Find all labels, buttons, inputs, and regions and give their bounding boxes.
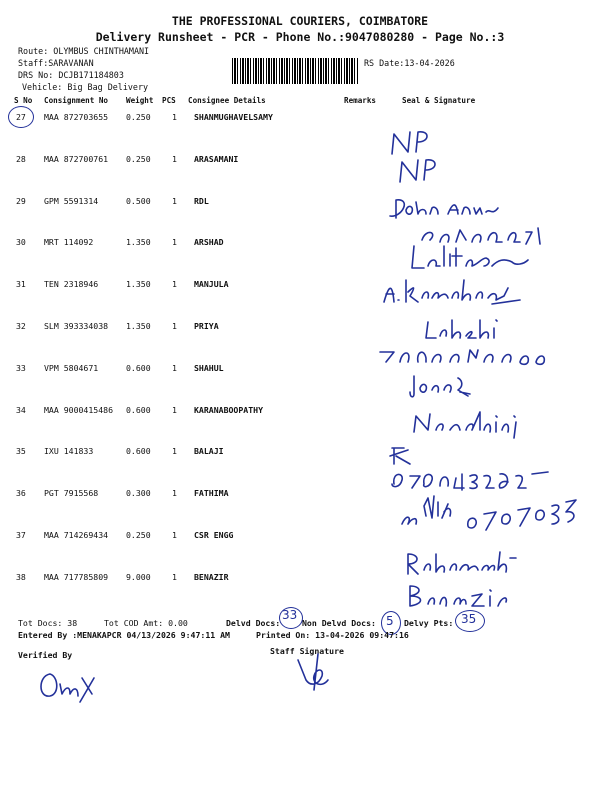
- signature-row-30: [408, 244, 538, 278]
- row-consignee: MANJULA: [194, 279, 229, 289]
- row-consignment-no: SLM 393334038: [44, 321, 109, 331]
- row-consignment-no: GPM 5591314: [44, 196, 99, 206]
- vehicle-label: Vehicle: Big Bag Delivery: [22, 82, 149, 92]
- row-consignment-no: PGT 7915568: [44, 488, 99, 498]
- row-consignment-no: TEN 2318946: [44, 279, 99, 289]
- row-sno: 29: [16, 196, 26, 206]
- row-consignee: SHAHUL: [194, 363, 224, 373]
- signature-row-31: [380, 274, 530, 308]
- row-weight: 0.600: [126, 405, 151, 415]
- row-weight: 1.350: [126, 321, 151, 331]
- document-subtitle: Delivery Runsheet - PCR - Phone No.:9047080280 - Page No.:3: [95, 30, 505, 44]
- col-consignee: Consignee Details: [188, 96, 266, 105]
- row-consignee: BENAZIR: [194, 572, 229, 582]
- row-pcs: 1: [172, 572, 177, 582]
- row-weight: 0.600: [126, 446, 151, 456]
- entered-by: Entered By :MENAKAPCR 04/13/2026 9:47:11 AM: [18, 630, 230, 640]
- row-consignee: RDL: [194, 196, 209, 206]
- row-consignee: FATHIMA: [194, 488, 229, 498]
- row-consignment-no: IXU 141833: [44, 446, 94, 456]
- row-consignment-no: MAA 872700761: [44, 154, 109, 164]
- rs-date: RS Date:13-04-2026: [364, 58, 455, 68]
- row-pcs: 1: [172, 279, 177, 289]
- row-weight: 0.600: [126, 363, 151, 373]
- delivery-points-count: 35: [461, 612, 477, 626]
- signature-row-33: [408, 372, 498, 402]
- non-delivered-docs-label: Non Delvd Docs:: [302, 618, 376, 628]
- row-sno: 31: [16, 279, 26, 289]
- row-consignee: CSR ENGG: [194, 530, 234, 540]
- staff-signature-mark: [292, 650, 342, 694]
- delivered-docs-label: Delvd Docs:: [226, 618, 281, 628]
- route-label: Route: OLYMBUS CHINTHAMANI: [18, 46, 150, 56]
- row-consignee: KARANABOOPATHY: [194, 405, 264, 415]
- total-docs: Tot Docs: 38: [18, 618, 78, 628]
- row-consignee: SHANMUGHAVELSAMY: [194, 112, 273, 122]
- signature-row-32: [372, 318, 572, 364]
- verified-by-label: Verified By: [18, 650, 73, 660]
- row-pcs: 1: [172, 405, 177, 415]
- row-pcs: 1: [172, 488, 177, 498]
- col-seal-signature: Seal & Signature: [402, 96, 476, 105]
- row-consignee: BALAJI: [194, 446, 224, 456]
- total-cod-amount: Tot COD Amt: 0.00: [104, 618, 188, 628]
- signature-row-37: [402, 548, 522, 580]
- row-weight: 0.250: [126, 112, 151, 122]
- col-remarks: Remarks: [344, 96, 377, 105]
- row-consignment-no: MRT 114092: [44, 237, 94, 247]
- row-pcs: 1: [172, 530, 177, 540]
- col-consignment: Consignment No: [44, 96, 109, 105]
- staff-label: Staff:SARAVANAN: [18, 58, 94, 68]
- row-consignment-no: VPM 5804671: [44, 363, 99, 373]
- row-weight: 0.500: [126, 196, 151, 206]
- printed-on: Printed On: 13-04-2026 09:47:16: [256, 630, 409, 640]
- row-sno: 33: [16, 363, 26, 373]
- row-pcs: 1: [172, 363, 177, 373]
- row-weight: 0.250: [126, 154, 151, 164]
- row-pcs: 1: [172, 237, 177, 247]
- row-weight: 0.300: [126, 488, 151, 498]
- row-consignee: PRIYA: [194, 321, 219, 331]
- row-pcs: 1: [172, 154, 177, 164]
- row-sno: 27: [16, 112, 26, 122]
- row-weight: 1.350: [126, 279, 151, 289]
- row-weight: 9.000: [126, 572, 151, 582]
- row-pcs: 1: [172, 112, 177, 122]
- row-consignment-no: MAA 714269434: [44, 530, 109, 540]
- drs-number: DRS No: DCJB171184803: [18, 70, 124, 80]
- row-sno: 36: [16, 488, 26, 498]
- row-sno: 32: [16, 321, 26, 331]
- row-consignee: ARASAMANI: [194, 154, 239, 164]
- row-sno: 30: [16, 237, 26, 247]
- row-pcs: 1: [172, 446, 177, 456]
- row-sno: 38: [16, 572, 26, 582]
- col-weight: Weight: [126, 96, 154, 105]
- col-pcs: PCS: [162, 96, 176, 105]
- row-weight: 1.350: [126, 237, 151, 247]
- row-sno: 28: [16, 154, 26, 164]
- document-title: THE PROFESSIONAL COURIERS, COIMBATORE: [171, 14, 429, 28]
- row-consignment-no: MAA 717785809: [44, 572, 109, 582]
- row-weight: 0.250: [126, 530, 151, 540]
- row-consignee: ARSHAD: [194, 237, 224, 247]
- signature-row-29: [382, 196, 562, 246]
- row-pcs: 1: [172, 321, 177, 331]
- row-consignment-no: MAA 9000415486: [44, 405, 114, 415]
- row-consignment-no: MAA 872703655: [44, 112, 109, 122]
- col-sno: S No: [14, 96, 33, 105]
- staff-signature-label: Staff Signature: [270, 646, 344, 656]
- row-sno: 35: [16, 446, 26, 456]
- non-delivered-count: 5: [386, 614, 394, 628]
- verifier-signature: [36, 664, 106, 704]
- row-sno: 37: [16, 530, 26, 540]
- row-pcs: 1: [172, 196, 177, 206]
- signature-row-38: [406, 582, 536, 612]
- row-sno: 34: [16, 405, 26, 415]
- signature-row-34: [410, 408, 530, 442]
- delivery-points-label: Delvy Pts:: [404, 618, 454, 628]
- serial-circle-mark: [8, 106, 34, 128]
- barcode: [232, 58, 358, 84]
- delivered-count: 33: [282, 608, 298, 622]
